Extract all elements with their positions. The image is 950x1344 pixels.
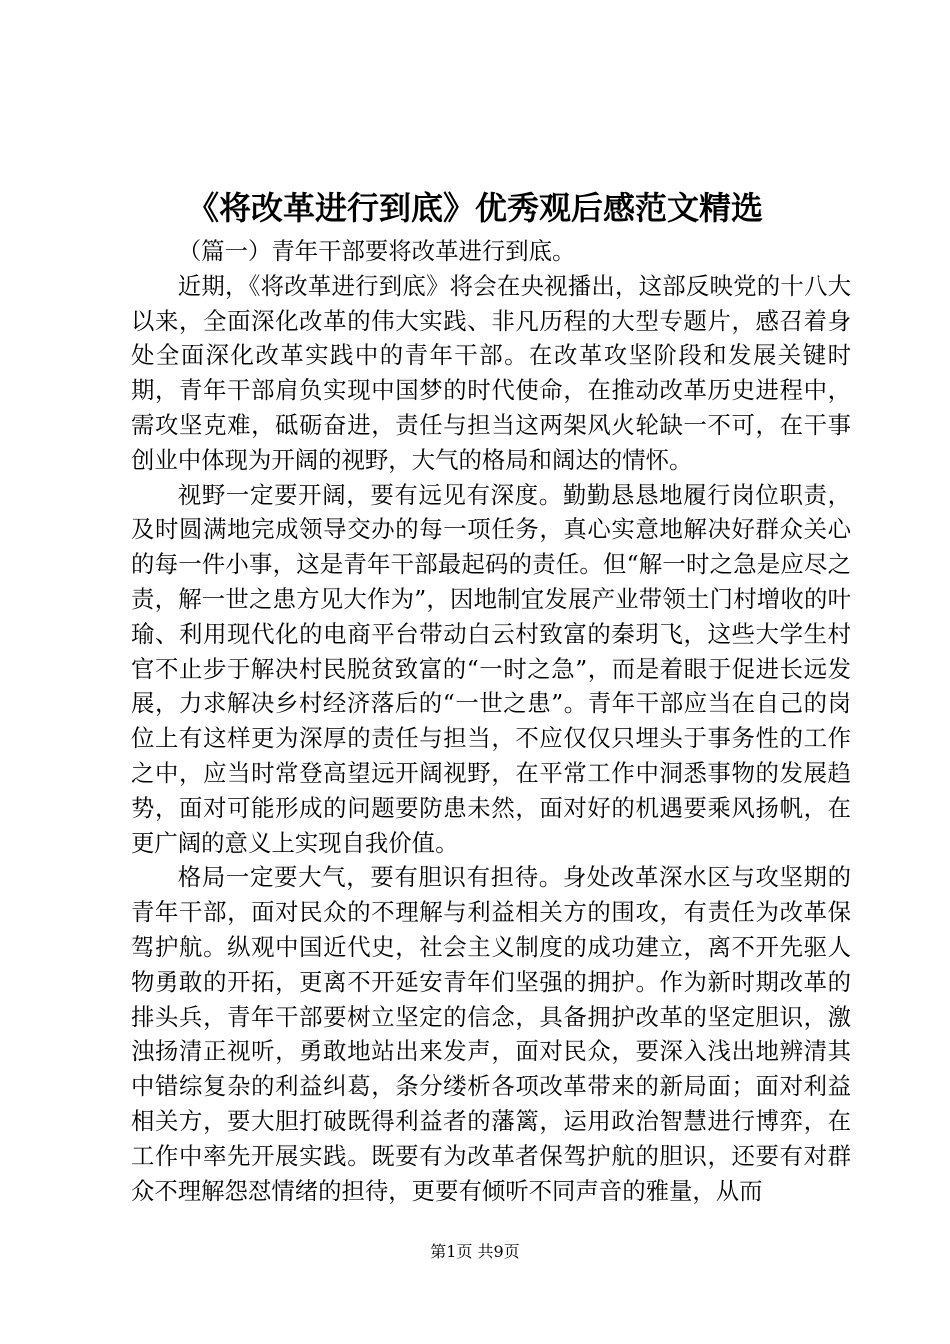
document-title: 《将改革进行到底》优秀观后感范文精选 (186, 189, 763, 227)
paragraph: 近期，《将改革进行到底》将会在央视播出，这部反映党的十八大以来，全面深化改革的伟大实践、非凡历程的大型专题片，感召着身处全面深化改革实践中的青年干部。在改革攻坚阶段和发展关键时期，青年干部肩负实现中国梦的时代使命，在推动改革历史进程中，需攻坚克难，砥砺奋进，责任与担当这两架风火轮缺一不可，在干事创业中体现为开阔的视野，大气的格局和阔达的情怀。 (131, 271, 851, 474)
paragraph: 视野一定要开阔，要有远见有深度。勤勤恳恳地履行岗位职责，及时圆满地完成领导交办的每一项任务，真心实意地解决好群众关心的每一件小事，这是青年干部最起码的责任。但“解一时之急是应尽之责，解一世之患方见大作为”，因地制宜发展产业带领土门村增收的叶瑜、利用现代化的电商平台带动白云村致富的秦玥飞，这些大学生村官不止步于解决村民脱贫致富的“一时之急”，而是着眼于促进长远发展，力求解决乡村经济落后的“一世之患”。青年干部应当在自己的岗位上有这样更为深厚的责任与担当，不应仅仅只埋头于事务性的工作之中，应当时常登高望远开阔视野，在平常工作中洞悉事物的发展趋势，面对可能形成的问题要防患未然，面对好的机遇要乘风扬帆，在更广阔的意义上实现自我价值。 (131, 480, 851, 857)
paragraph-heading: （篇一）青年干部要将改革进行到底。 (177, 237, 576, 265)
document-body (131, 234, 851, 1208)
paragraph: 格局一定要大气，要有胆识有担待。身处改革深水区与攻坚期的青年干部，面对民众的不理解与利益相关方的围攻，有责任为改革保驾护航。纵观中国近代史，社会主义制度的成功建立，离不开先驱人物勇敢的开拓，更离不开延安青年们坚强的拥护。作为新时期改革的排头兵，青年干部要树立坚定的信念，具备拥护改革的坚定胆识，激浊扬清正视听，勇敢地站出来发声，面对民众，要深入浅出地辨清其中错综复杂的利益纠葛，条分缕析各项改革带来的新局面；面对利益相关方，要大胆打破既得利益者的藩篱，运用政治智慧进行博弈，在工作中率先开展实践。既要有为改革者保驾护航的胆识，还要有对群众不理解怨怼情绪的担待，更要有倾听不同声音的雅量，从而 (131, 863, 851, 1205)
page-footer: 第1页 共9页 (430, 1242, 520, 1261)
